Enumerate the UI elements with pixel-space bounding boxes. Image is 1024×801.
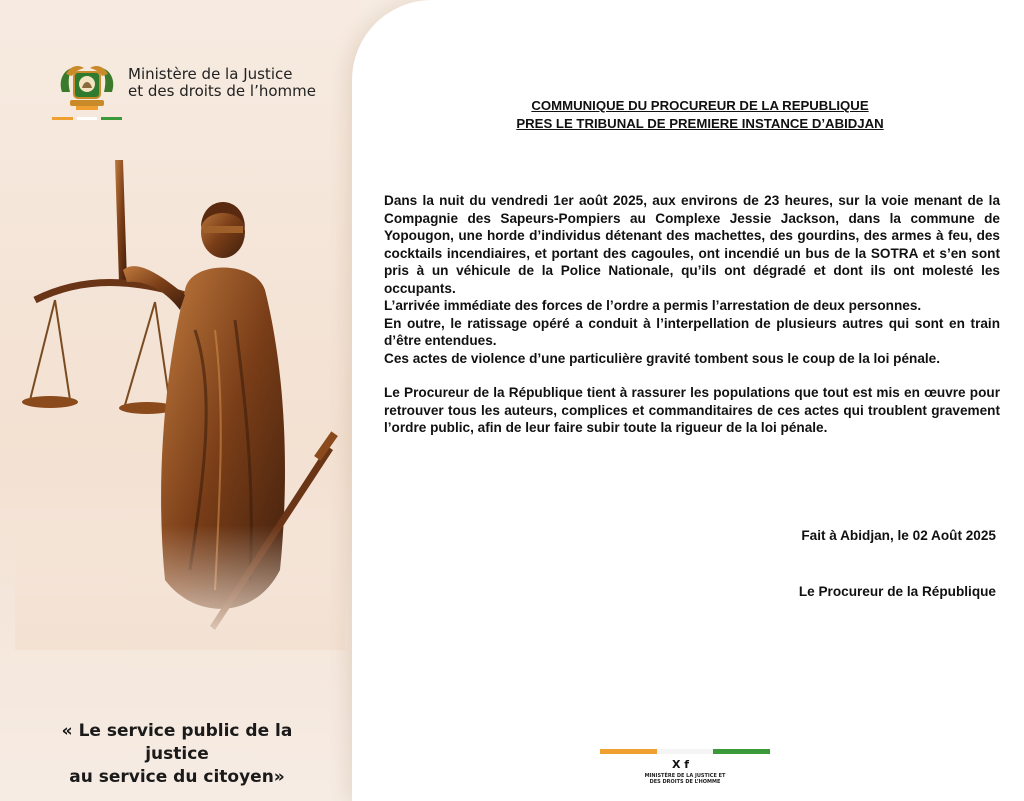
ministry-name [128,66,316,100]
paragraph: Le Procureur de la République tient à rassurer les populations que tout est mis en œuvre pour retrouver tous les auteurs, complices et commanditaires de ces actes qui troublent gravement l’ordre public, afin de leur faire subir toute la rigueur de la loi pénale. [384,385,1000,435]
flag-white [77,117,98,120]
motto-line1: « Le service public de la justice [61,721,293,764]
footer-name-line1: MINISTÈRE DE LA JUSTICE ET [644,773,726,779]
place-date: Fait à Abidjan, le 02 Août 2025 [801,528,996,543]
ministry-name-line2: et des droits de l’homme [128,82,316,100]
footer-name-line2: DES DROITS DE L’HOMME [649,779,721,785]
communique-title [430,97,970,133]
header-flag-stripe [52,117,122,120]
communique-body [384,192,1000,437]
flag-orange [600,749,657,754]
signatory: Le Procureur de la République [798,584,996,599]
paragraph: Dans la nuit du vendredi 1er août 2025, aux environs de 23 heures, sur la voie menant de la Compagnie des Sapeurs-Pompiers au Complexe Jessie Jackson, dans la commune de Yopougon, une horde d’individus détenant des machettes, des gourdins, des armes à feu, des cocktails incendiaires, et portant des cagoules, ont incendié un bus de la SOTRA et s’en sont pris à un véhicule de la Police Nationale, qu’ils ont dégradé et dont ils ont molesté les occupants. [384,193,1000,296]
ministry-name-line1: Ministère de la Justice [128,65,293,83]
paragraph: Ces actes de violence d’une particulière gravité tombent sous le coup de la loi pénale. [384,350,941,366]
title-line1: COMMUNIQUE DU PROCUREUR DE LA REPUBLIQUE [531,98,869,113]
footer-flag-stripe [600,749,770,754]
motto [32,720,322,789]
flag-green [713,749,770,754]
flag-white [657,749,714,754]
coat-of-arms-icon [56,62,118,112]
footer-ministry-name [640,773,730,785]
flag-orange [52,117,73,120]
lady-justice-statue-image [15,150,345,650]
social-icons[interactable]: X f [672,758,690,771]
motto-line2: au service du citoyen» [69,767,285,787]
paragraph: En outre, le ratissage opéré a conduit à l’interpellation de plusieurs autres qui sont en train d’être entendues. [384,315,1000,348]
title-line2: PRES LE TRIBUNAL DE PREMIERE INSTANCE D’ABIDJAN [516,116,884,131]
flag-green [101,117,122,120]
paragraph: L’arrivée immédiate des forces de l’ordre a permis l’arrestation de deux personnes. [384,298,922,313]
